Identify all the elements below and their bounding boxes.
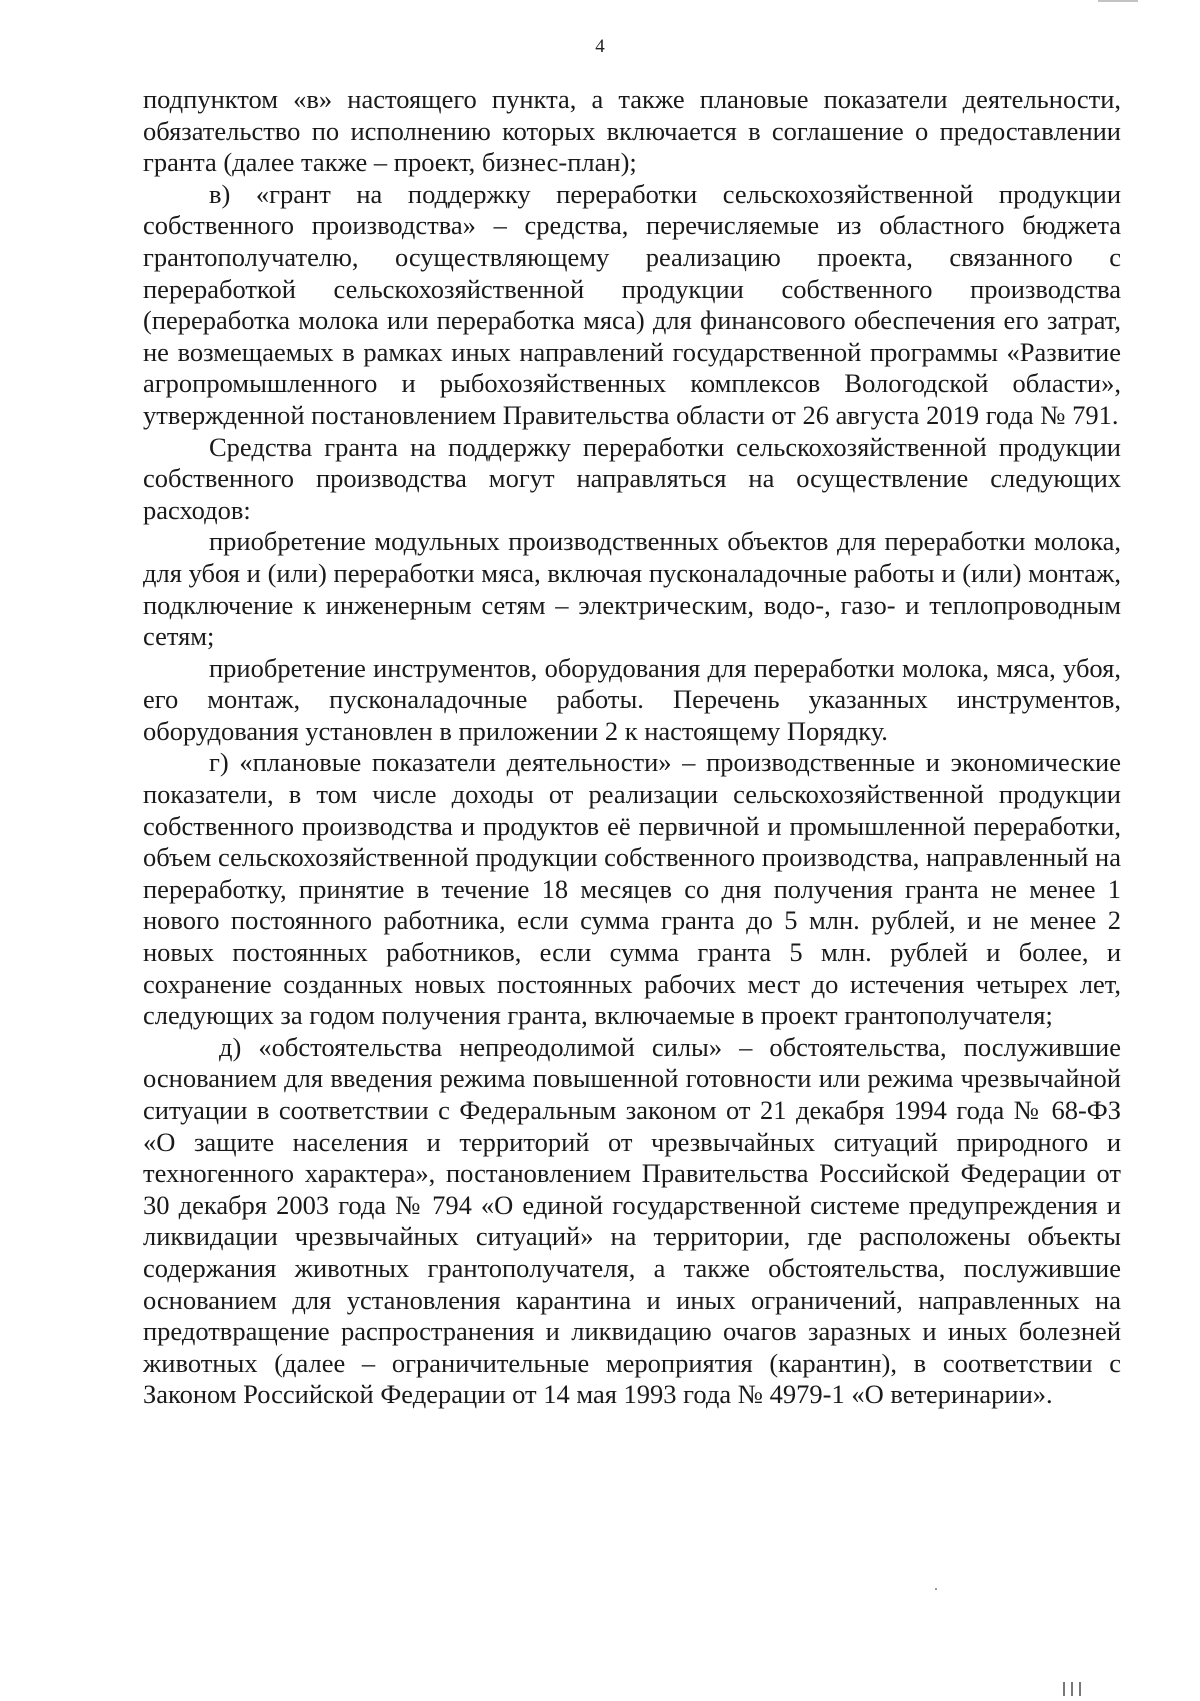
scan-edge-marks bbox=[1063, 1682, 1093, 1697]
page-number: 4 bbox=[595, 36, 605, 57]
paragraph-grant-funds: Средства гранта на поддержку переработки сельскохозяйственной продукции собственного производства могут направляться на осуществление следующих расходов: bbox=[143, 431, 1121, 525]
paragraph-item-g: г) «плановые показатели деятельности» – производственные и экономические показатели, в том числе доходы от реализации сельскохозяйственной продукции собственного производства и продуктов её первичной и промышленной переработки, объем сельскохозяйственной продукции собственного производства, направленный на переработку, принятие в течение 18 месяцев со дня получения гранта не менее 1 нового постоянного работника, если сумма гранта до 5 млн. рублей, и не менее 2 новых постоянных работников, если сумма гранта 5 млн. рублей и более, и сохранение созданных новых постоянных рабочих мест до истечения четырех лет, следующих за годом получения гранта, включаемые в проект грантополучателя; bbox=[143, 747, 1121, 1031]
paragraph-item-d: д) «обстоятельства непреодолимой силы» – обстоятельства, послужившие основанием для введения режима повышенной готовности или режима чрезвычайной ситуации в соответствии с Федеральным законом от 21 декабря 1994 года № 68-ФЗ «О защите населения и территорий от чрезвычайных ситуаций природного и техногенного характера», постановлением Правительства Российской Федерации от 30 декабря 2003 года № 794 «О единой государственной системе предупреждения и ликвидации чрезвычайных ситуаций» на территории, где расположены объекты содержания животных грантополучателя, а также обстоятельства, послужившие основанием для установления карантина и иных ограничений, направленных на предотвращение распространения и ликвидацию очагов заразных и иных болезней животных (далее – ограничительные мероприятия (карантин), в соответствии с Законом Российской Федерации от 14 мая 1993 года № 4979-1 «О ветеринарии». bbox=[143, 1031, 1121, 1410]
paragraph-item-v: в) «грант на поддержку переработки сельскохозяйственной продукции собственного производства» – средства, перечисляемые из областного бюджета грантополучателю, осуществляющему реализацию проекта, связанного с переработкой сельскохозяйственной продукции собственного производства (переработка молока или переработка мяса) для финансового обеспечения его затрат, не возмещаемых в рамках иных направлений государственной программы «Развитие агропромышленного и рыбохозяйственных комплексов Вологодской области», утвержденной постановлением Правительства области от 26 августа 2019 года № 791. bbox=[143, 178, 1121, 430]
paragraph-expense-equipment: приобретение инструментов, оборудования для переработки молока, мяса, убоя, его монтаж, пусконаладочные работы. Перечень указанных инструментов, оборудования установлен в приложении 2 к настоящему Порядку. bbox=[143, 652, 1121, 746]
paragraph-expense-modular-objects: приобретение модульных производственных объектов для переработки молока, для убоя и (или) переработки мяса, включая пусконаладочные работы и (или) монтаж, подключение к инженерным сетям – электрическим, водо-, газо- и теплопроводным сетям; bbox=[143, 526, 1121, 652]
paragraph-continuation: подпунктом «в» настоящего пункта, а также плановые показатели деятельности, обязательство по исполнению которых включается в соглашение о предоставлении гранта (далее также – проект, бизнес-план); bbox=[143, 84, 1121, 178]
scan-corner-mark bbox=[1098, 0, 1138, 6]
scan-speck bbox=[935, 1588, 937, 1590]
document-body bbox=[143, 84, 1121, 1411]
